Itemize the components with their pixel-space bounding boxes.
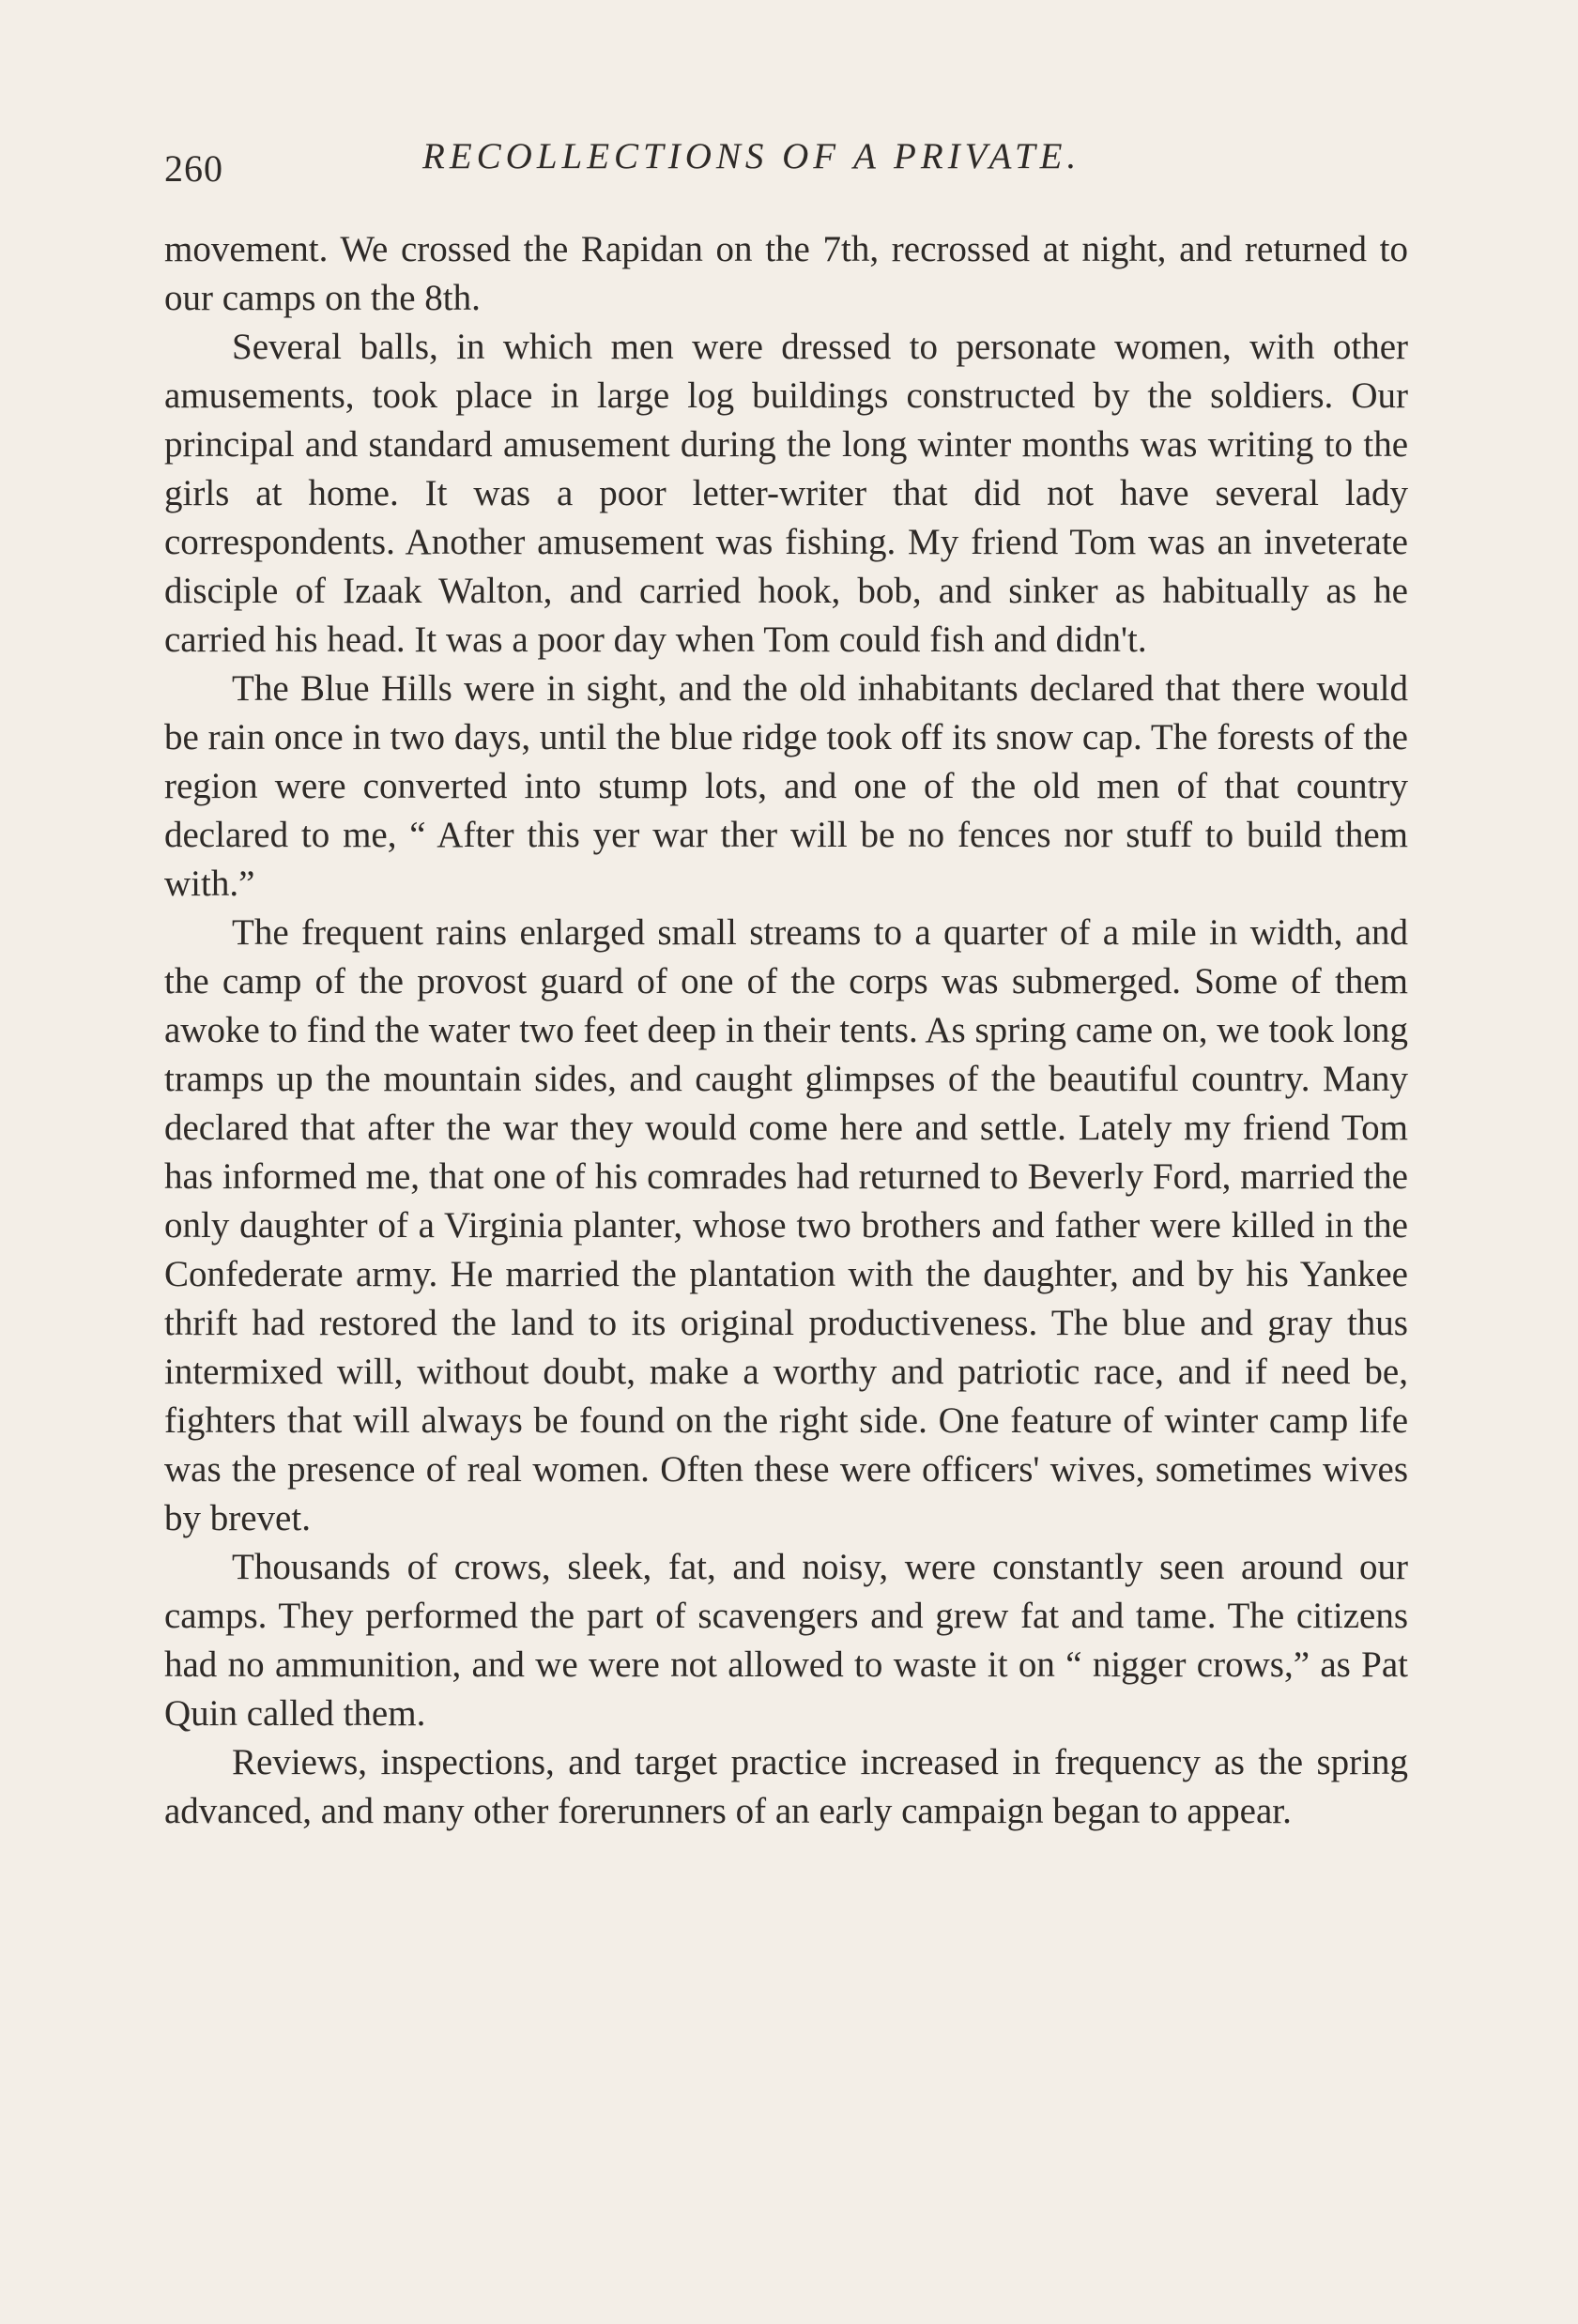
paragraph-reviews: Reviews, inspections, and target practice increased in frequency as the spring advanced, and many other forerunners of an early campaign began to appear. (164, 1742, 1408, 1831)
paragraph-crows: Thousands of crows, sleek, fat, and noisy, were constantly seen around our camps. They performed the part of scavengers and grew fat and tame. The citizens had no ammunition, and we were not allowed to waste it on “ nigger crows,” as Pat Quin called them. (164, 1547, 1408, 1734)
page-number: 260 (164, 147, 223, 190)
running-title: RECOLLECTIONS OF A PRIVATE. (422, 136, 1081, 176)
paragraph-blue-hills: The Blue Hills were in sight, and the old inhabitants declared that there would be rain once in two days, until the blue ridge took off its snow cap. The forests of the region were converted into stump lots, and one of the old men of that country declared to me, “ After this yer war ther will be no fences nor stuff to build them with.” (164, 668, 1408, 904)
paragraph-amusements: Several balls, in which men were dressed to personate women, with other amusements, took place in large log buildings constructed by the soldiers. Our principal and standard amusement during the long winter months was writing to the girls at home. It was a poor letter-writer that did not have several lady correspondents. Another amusement was fishing. My friend Tom was an inveterate disciple of Izaak Walton, and carried hook, bob, and sinker as habitually as he carried his head. It was a poor day when Tom could fish and didn't. (164, 327, 1408, 660)
paragraph-continuation: movement. We crossed the Rapidan on the 7th, recrossed at night, and returned to our camps on the 8th. (164, 229, 1408, 318)
body-text (164, 225, 1408, 1836)
page-header (164, 131, 1403, 188)
paragraph-frequent-rains: The frequent rains enlarged small streams to a quarter of a mile in width, and the camp of the provost guard of one of the corps was submerged. Some of them awoke to find the water two feet deep in their tents. As spring came on, we took long tramps up the mountain sides, and caught glimpses of the beautiful country. Many declared that after the war they would come here and settle. Lately my friend Tom has informed me, that one of his comrades had returned to Beverly Ford, married the only daughter of a Virginia planter, whose two brothers and father were killed in the Confederate army. He married the plantation with the daughter, and by his Yankee thrift had restored the land to its original productiveness. The blue and gray thus intermixed will, without doubt, make a worthy and patriotic race, and if need be, fighters that will always be found on the right side. One feature of winter camp life was the presence of real women. Often these were officers' wives, sometimes wives by brevet. (164, 912, 1408, 1538)
